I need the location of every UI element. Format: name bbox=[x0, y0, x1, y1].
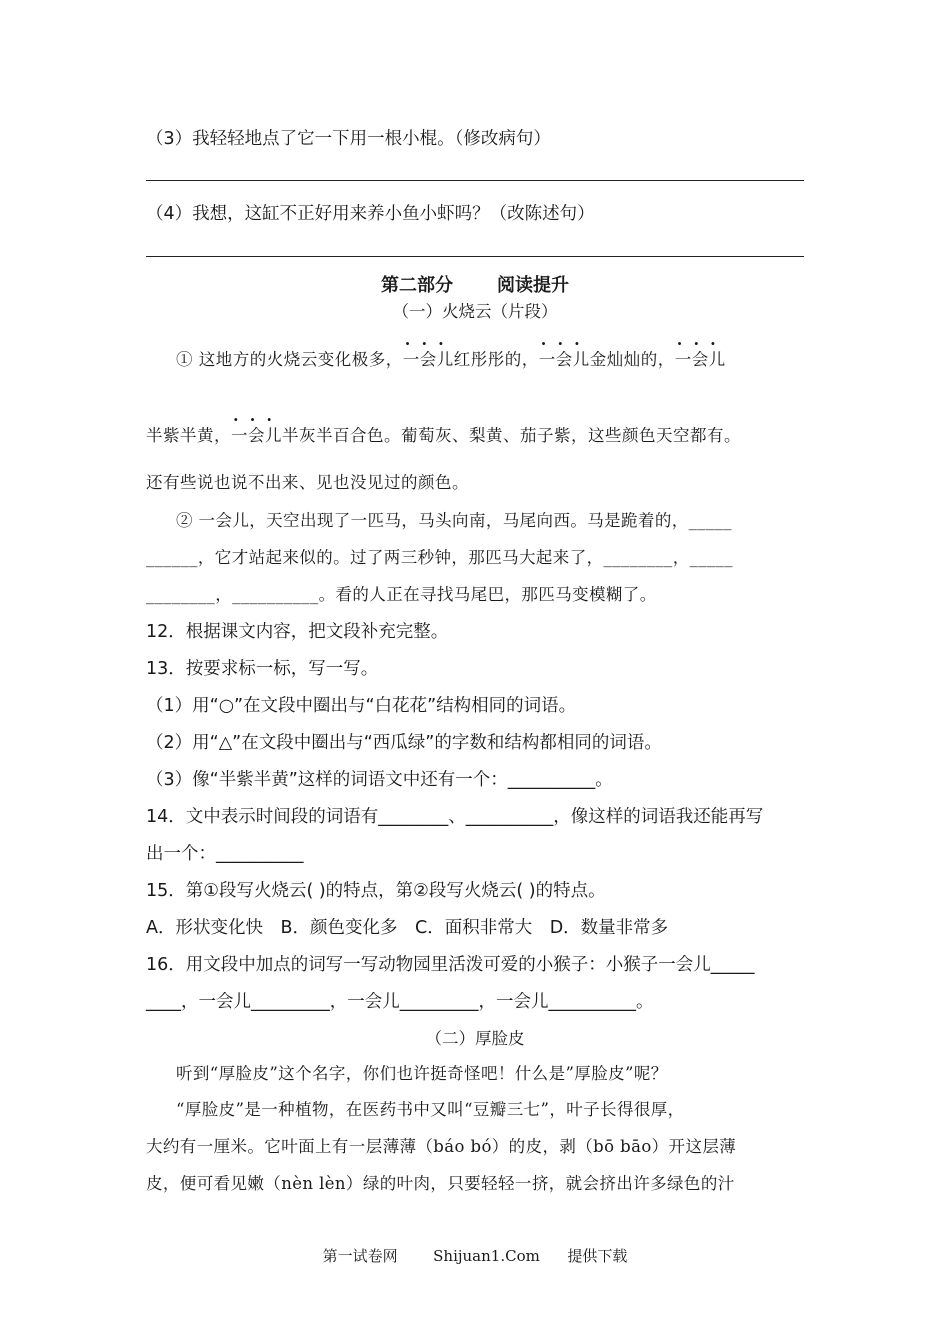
question-13: 13．按要求标一标，写一写。 bbox=[146, 659, 379, 679]
question-4-declarative: （4）我想，这缸不正好用来养小鱼小虾吗？（改陈述句） bbox=[146, 204, 595, 224]
passage-1-line-1 bbox=[176, 348, 806, 372]
part-two-label: 第二部分 bbox=[381, 275, 453, 296]
question-14-line-2: 出一个：__________ bbox=[146, 844, 304, 864]
question-14-line-1: 14．文中表示时间段的词语有________、__________，像这样的词语我还能再写 bbox=[146, 807, 764, 827]
footer-download-note: 提供下载 bbox=[567, 1247, 628, 1265]
passage-1-line-3: 还有些说也说不出来、见也没见过的颜色。 bbox=[146, 473, 469, 492]
answer-line-q3 bbox=[146, 180, 804, 181]
part-two-heading bbox=[0, 274, 950, 298]
question-16-line-1: 16．用文段中加点的词写一写动物园里活泼可爱的小猴子：小猴子一会儿_____ bbox=[146, 955, 755, 975]
dotted-word-1: · · · 一会儿 bbox=[403, 348, 454, 372]
passage-2-line-3: ________，__________。看的人正在寻找马尾巴，那匹马变模糊了。 bbox=[146, 585, 657, 604]
page-footer bbox=[0, 1245, 950, 1266]
question-15-options: A．形状变化快 B．颜色变化多 C．面积非常大 D．数量非常多 bbox=[146, 918, 669, 938]
p1-text-c: 金灿灿的， bbox=[589, 350, 675, 369]
p1l2-text-a: 半紫半黄， bbox=[146, 426, 231, 445]
question-13-2: （2）用“△”在文段中圈出与“西瓜绿”的字数和结构都相同的词语。 bbox=[146, 733, 662, 753]
question-13-1: （1）用“○”在文段中圈出与“白花花”结构相同的词语。 bbox=[146, 696, 577, 716]
passage-2-line-2: ______，它才站起来似的。过了两三秒钟，那匹马大起来了，________，_____ bbox=[146, 548, 733, 567]
passage-2-line-1: ② 一会儿，天空出现了一匹马，马头向南，马尾向西。马是跪着的，_____ bbox=[176, 511, 732, 530]
dotted-word-2: · · · 一会儿 bbox=[539, 348, 590, 372]
passage-3-line-2: “厚脸皮”是一种植物，在医药书中又叫“豆瓣三七”，叶子长得很厚， bbox=[176, 1100, 685, 1119]
passage-3-line-4: 皮，便可看见嫩（nèn lèn）绿的叶肉，只要轻轻一挤，就会挤出许多绿色的汁 bbox=[146, 1174, 735, 1193]
question-3-fix-sentence: （3）我轻轻地点了它一下用一根小棍。（修改病句） bbox=[146, 129, 551, 149]
footer-site-url: Shijuan1.Com bbox=[433, 1247, 540, 1265]
question-16-line-2: ____，一会儿_________，一会儿_________，一会儿__________。 bbox=[146, 992, 654, 1012]
p1-text-a: ① 这地方的火烧云变化极多， bbox=[176, 350, 403, 369]
footer-site-name: 第一试卷网 bbox=[322, 1247, 398, 1265]
question-13-3: （3）像“半紫半黄”这样的词语文中还有一个：__________。 bbox=[146, 770, 613, 790]
p1l2-text-b: 半灰半百合色。葡萄灰、梨黄、茄子紫，这些颜色天空都有。 bbox=[282, 426, 741, 445]
passage-3-line-1: 听到“厚脸皮”这个名字，你们也许挺奇怪吧！什么是”厚脸皮”呢？ bbox=[176, 1064, 668, 1083]
dotted-word-3: · · · 一会儿 bbox=[675, 348, 726, 372]
question-15: 15．第①段写火烧云( )的特点，第②段写火烧云( )的特点。 bbox=[146, 881, 606, 901]
p1-text-b: 红彤彤的， bbox=[453, 350, 539, 369]
answer-line-q4 bbox=[146, 256, 804, 257]
dotted-word-4: · · · 一会儿 bbox=[231, 424, 282, 448]
passage-1-line-2 bbox=[146, 424, 806, 448]
part-two-subtitle: 阅读提升 bbox=[497, 275, 569, 296]
section-1-title: （一）火烧云（片段） bbox=[392, 302, 558, 321]
question-12: 12．根据课文内容，把文段补充完整。 bbox=[146, 622, 449, 642]
section-2-title: （二）厚脸皮 bbox=[425, 1029, 525, 1048]
passage-3-line-3: 大约有一厘米。它叶面上有一层薄薄（báo bó）的皮，剥（bō bāo）开这层薄 bbox=[146, 1137, 737, 1156]
